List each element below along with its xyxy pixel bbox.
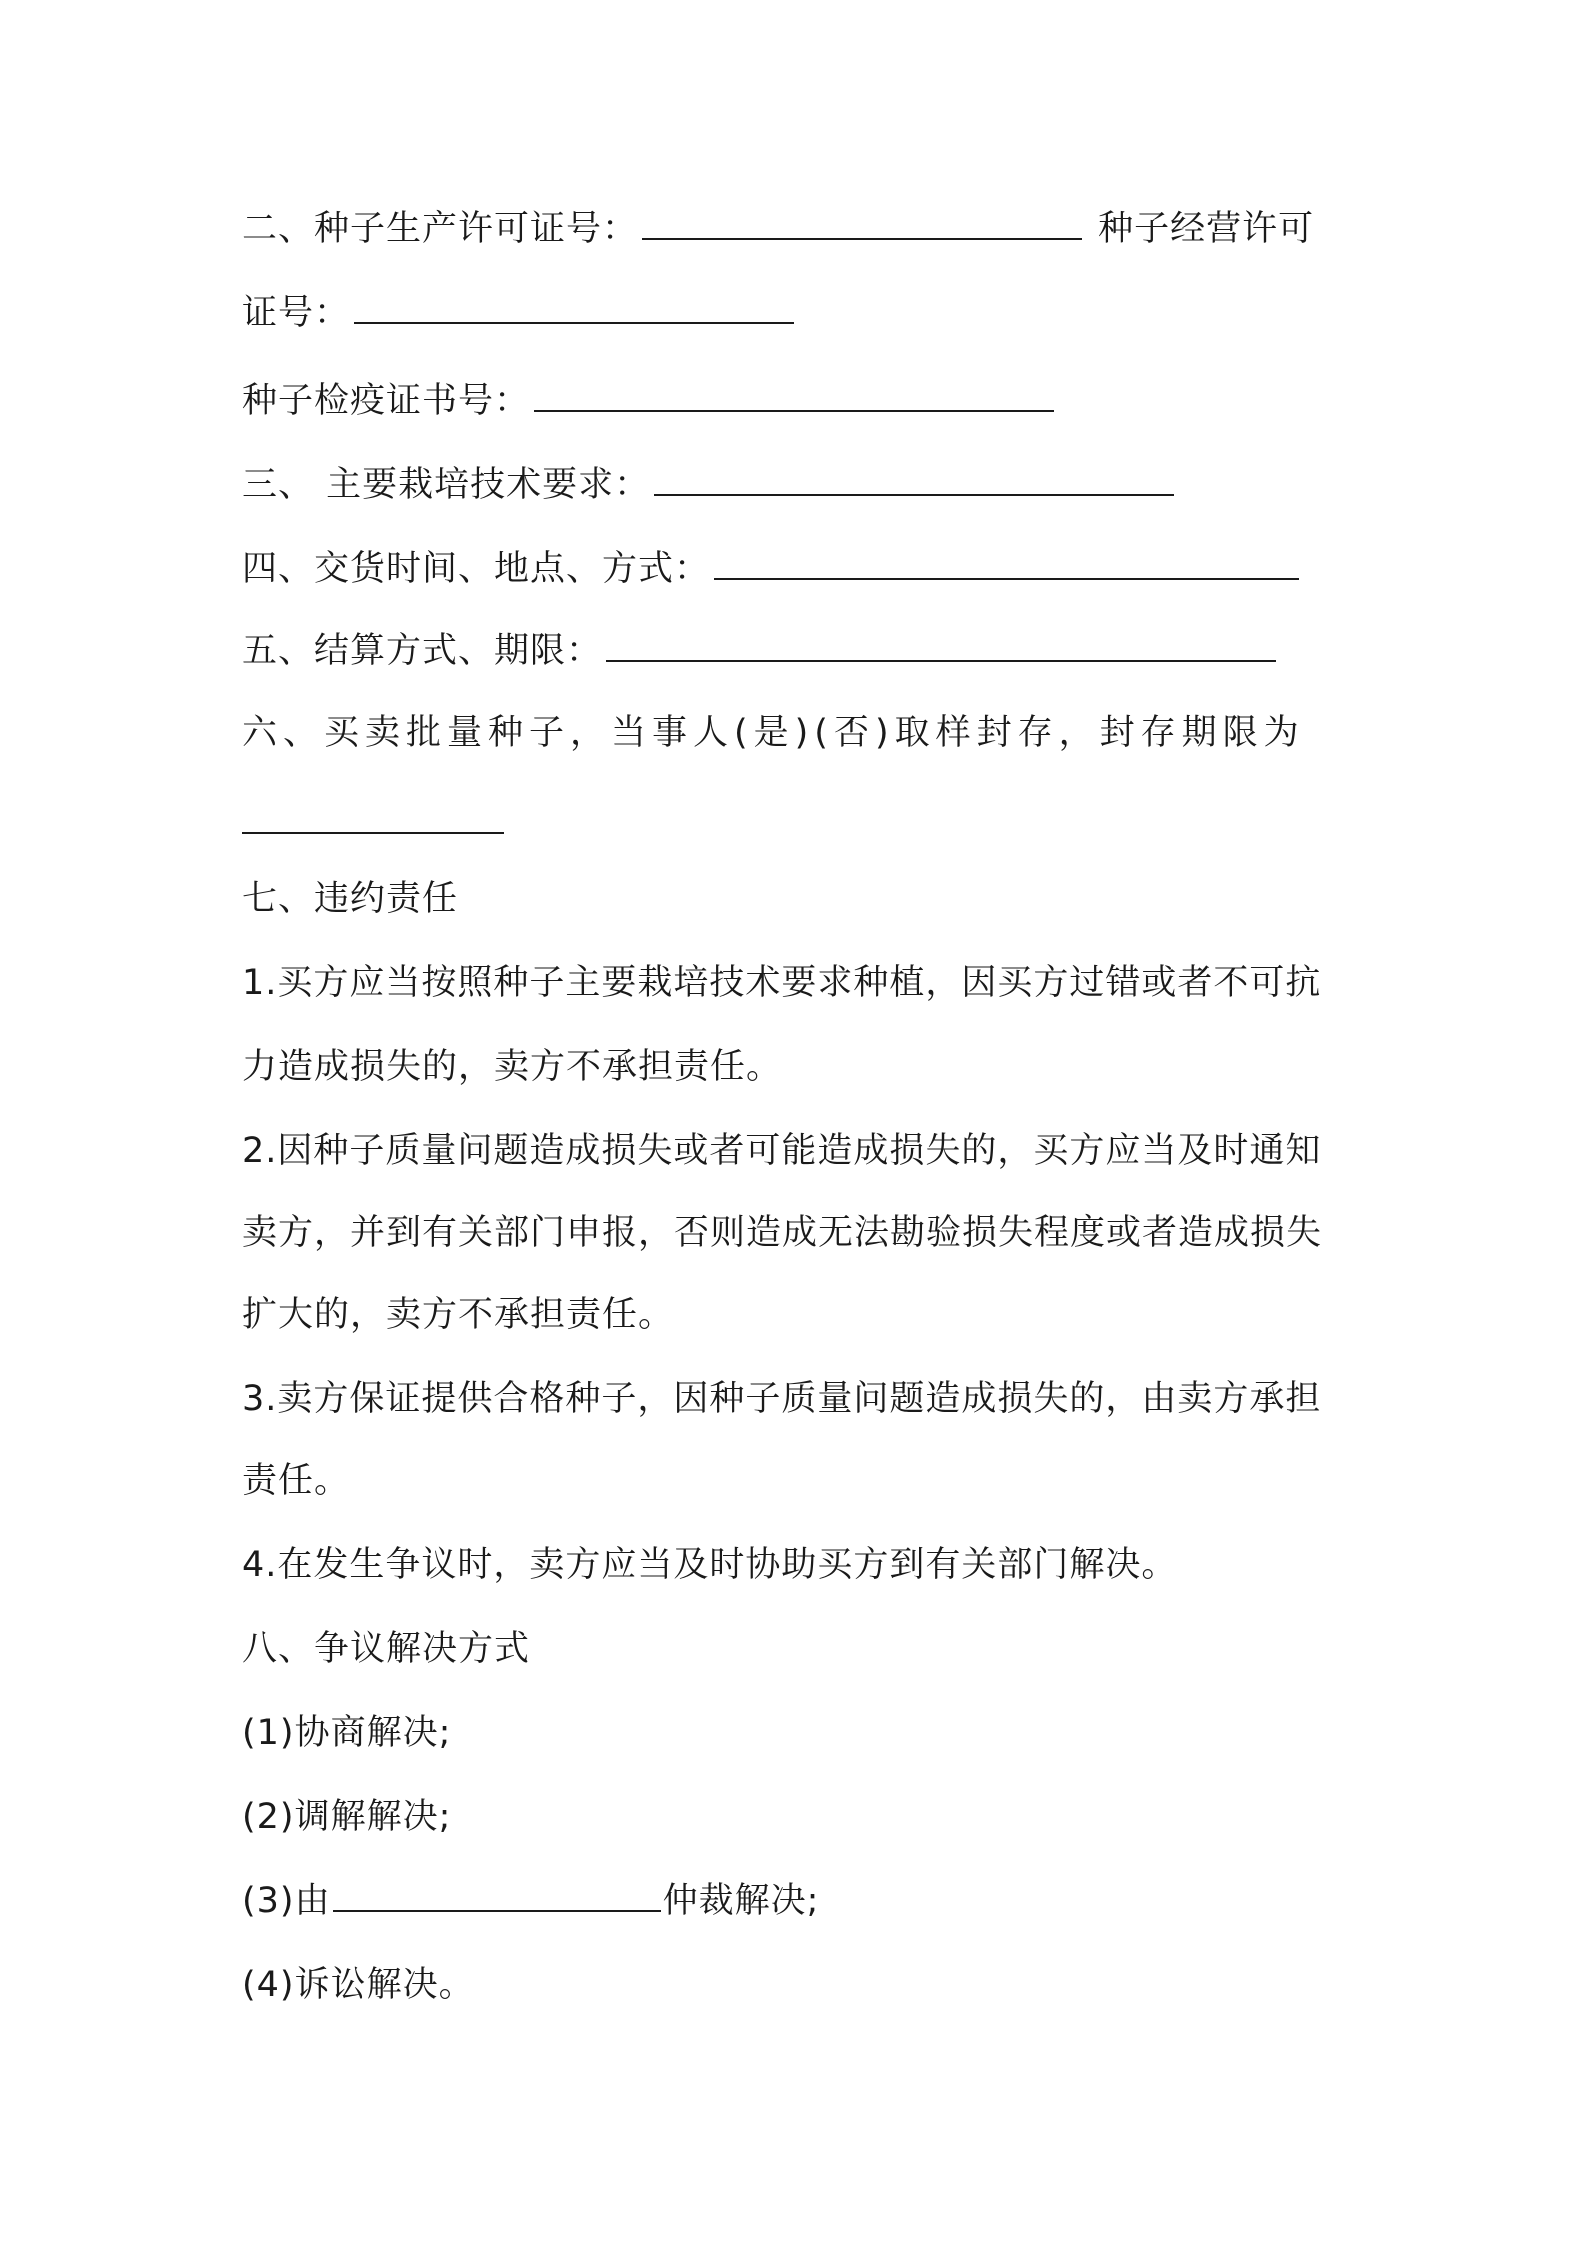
clause-2-line-1 (242, 206, 1314, 252)
clause-7-item-1-line-1 (242, 960, 1321, 1006)
dispute-heading: 八、争议解决方式 (242, 1629, 531, 1669)
seal-period-blank[interactable] (242, 802, 504, 834)
delivery-blank[interactable] (714, 548, 1299, 580)
quarantine-line (242, 378, 1058, 424)
cultivation-blank[interactable] (654, 464, 1174, 496)
production-license-blank[interactable] (642, 208, 1082, 240)
liability-item-3-text: 3.卖方保证提供合格种子，因种子质量问题造成损失的，由卖方承担 (242, 1379, 1322, 1419)
liability-heading: 七、违约责任 (242, 879, 459, 919)
dispute-option-3-suffix: 仲裁解决; (662, 1881, 820, 1921)
liability-item-1-text-cont: 力造成损失的，卖方不承担责任。 (242, 1047, 783, 1087)
liability-item-2-text: 2.因种子质量问题造成损失或者可能造成损失的，买方应当及时通知 (242, 1131, 1322, 1171)
liability-item-3-text-cont: 责任。 (242, 1461, 351, 1501)
liability-item-4-text: 4.在发生争议时，卖方应当及时协助买方到有关部门解决。 (242, 1545, 1178, 1585)
settlement-blank[interactable] (606, 630, 1276, 662)
settlement-label: 五、结算方式、期限： (242, 631, 603, 671)
business-license-label-cont: 证号： (242, 293, 351, 333)
clause-6 (242, 710, 1305, 756)
clause-7-item-1-line-2 (242, 1044, 782, 1090)
dispute-option-1-text: (1)协商解决; (242, 1713, 452, 1753)
dispute-option-3-prefix: (3)由 (242, 1881, 331, 1921)
cultivation-label: 三、 主要栽培技术要求： (242, 465, 651, 505)
clause-7-heading (242, 876, 458, 922)
clause-8-heading (242, 1626, 530, 1672)
production-license-label: 二、种子生产许可证号： (242, 209, 639, 249)
clause-4 (242, 546, 1303, 592)
liability-item-2-text-cont: 卖方，并到有关部门申报，否则造成无法勘验损失程度或者造成损失 (242, 1213, 1323, 1253)
quarantine-blank[interactable] (534, 380, 1054, 412)
clause-7-item-2-line-3 (242, 1292, 674, 1338)
clause-7-item-4 (242, 1542, 1177, 1588)
clause-5 (242, 628, 1280, 674)
dispute-option-3 (242, 1878, 819, 1924)
sampling-text: 六、买卖批量种子，当事人(是)(否)取样封存，封存期限为 (242, 713, 1305, 753)
clause-2-line-2 (242, 290, 798, 336)
dispute-option-2-text: (2)调解解决; (242, 1797, 452, 1837)
dispute-option-2 (242, 1794, 451, 1840)
quarantine-label: 种子检疫证书号： (242, 381, 531, 421)
dispute-option-1 (242, 1710, 451, 1756)
clause-7-item-2-line-2 (242, 1210, 1322, 1256)
dispute-option-4 (242, 1962, 475, 2008)
clause-3 (242, 462, 1178, 508)
clause-7-item-2-line-1 (242, 1128, 1321, 1174)
clause-7-item-3-line-1 (242, 1376, 1321, 1422)
clause-7-item-3-line-2 (242, 1458, 350, 1504)
clause-6-blank-line (242, 800, 508, 846)
delivery-label: 四、交货时间、地点、方式： (242, 549, 711, 589)
business-license-blank[interactable] (354, 292, 794, 324)
liability-item-2-text-end: 扩大的，卖方不承担责任。 (242, 1295, 675, 1335)
arbitration-body-blank[interactable] (333, 1880, 661, 1912)
dispute-option-4-text: (4)诉讼解决。 (242, 1965, 475, 2005)
business-license-label: 种子经营许可 (1098, 209, 1315, 249)
liability-item-1-text: 1.买方应当按照种子主要栽培技术要求种植，因买方过错或者不可抗 (242, 963, 1322, 1003)
